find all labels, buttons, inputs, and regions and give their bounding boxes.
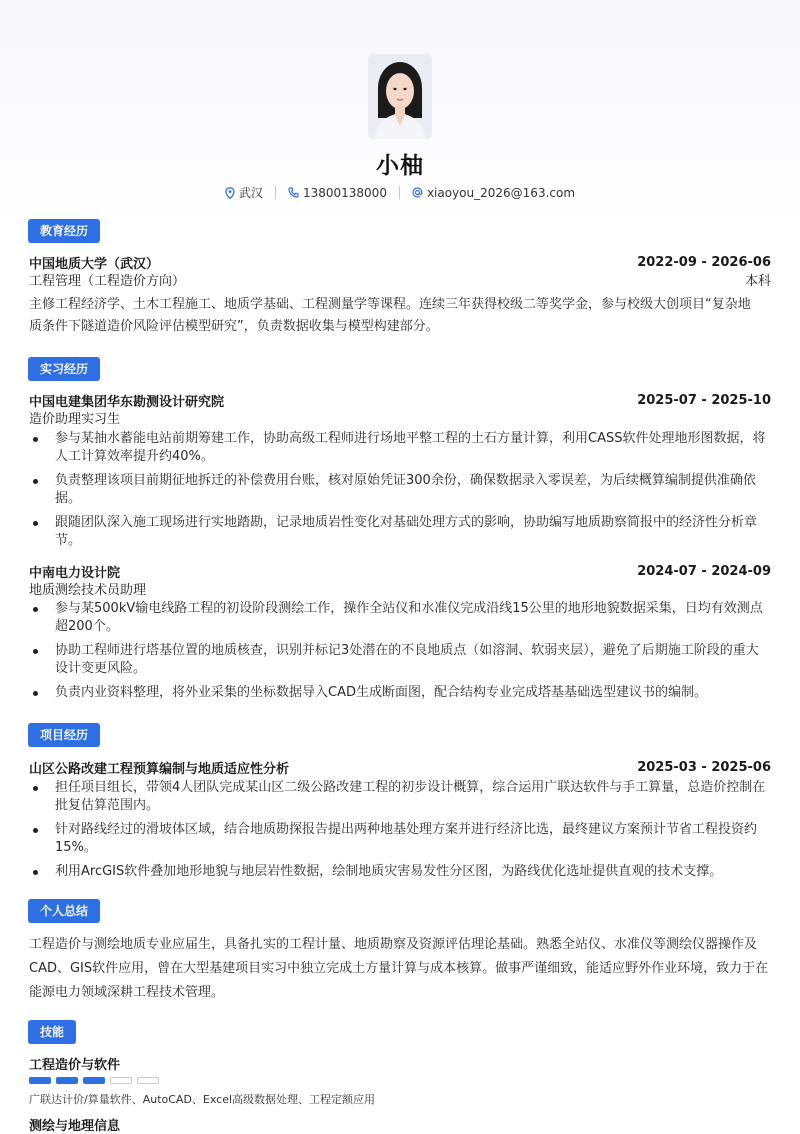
contact-phone <box>288 186 387 200</box>
summary-line: CAD、GIS软件应用，曾在大型基建项目实习中独立完成土方量计算与成本核算。做事严谨细致，能适应野外作业环境，致力于在 <box>29 961 769 976</box>
list-item: 针对路线经过的滑坡体区域，结合地质勘探报告提出两种地基处理方案并进行经济比选，最终建议方案预计节省工程投资约15%。 <box>29 821 771 857</box>
project-header-row <box>29 758 771 777</box>
contact-divider <box>399 186 400 199</box>
education-sub-row <box>29 270 771 289</box>
contact-email[interactable] <box>412 186 575 200</box>
company-name: 中南电力设计院 <box>29 566 121 581</box>
job-role-row <box>29 579 771 598</box>
major-name: 工程管理（工程造价方向） <box>29 274 186 289</box>
summary-line: 能源电力领域深耕工程技术管理。 <box>29 985 225 1000</box>
list-item: 负责整理该项目前期征地拆迁的补偿费用台账，核对原始凭证300余份，确保数据录入零误差，为后续概算编制提供准确依据。 <box>29 472 771 508</box>
project-bullet-list <box>29 779 771 887</box>
skill-name: 测绘与地理信息 <box>29 1119 121 1134</box>
project-period: 2025-03 - 2025-06 <box>637 760 771 775</box>
contact-divider <box>275 186 276 199</box>
section-tag-education: 教育经历 <box>28 219 100 243</box>
education-description-line: 质条件下隧道造价风险评估模型研究”，负责数据收集与模型构建部分。 <box>29 319 439 334</box>
skill-level-segment <box>137 1077 159 1084</box>
degree-level: 本科 <box>744 274 771 289</box>
project-name: 山区公路改建工程预算编制与地质适应性分析 <box>29 762 290 777</box>
list-item: 参与某500kV输电线路工程的初设阶段测绘工作，操作全站仪和水准仪完成沿线15公里的地形地貌数据采集，日均有效测点超200个。 <box>29 600 771 636</box>
skill-title-row <box>29 1054 771 1073</box>
skill-name: 工程造价与软件 <box>29 1058 121 1073</box>
skill-level-segment <box>110 1077 132 1084</box>
at-sign-icon <box>412 187 423 198</box>
list-item: 利用ArcGIS软件叠加地形地貌与地层岩性数据，绘制地质灾害易发性分区图，为路线优化选址提供直观的技术支撑。 <box>29 863 771 881</box>
phone-text: 13800138000 <box>302 185 387 200</box>
list-item: 担任项目组长，带领4人团队完成某山区二级公路改建工程的初步设计概算，综合运用广联达软件与手工算量，总造价控制在批复估算范围内。 <box>29 779 771 815</box>
location-pin-icon <box>225 187 235 199</box>
location-text: 武汉 <box>238 186 263 200</box>
job-role: 地质测绘技术员助理 <box>29 583 147 598</box>
education-period: 2022-09 - 2026-06 <box>637 255 771 270</box>
job-role: 造价助理实习生 <box>29 412 121 427</box>
summary-text <box>29 933 769 1005</box>
education-description-line: 主修工程经济学、土木工程施工、地质学基础、工程测量学等课程。连续三年获得校级二等奖学金，参与校级大创项目“复杂地 <box>29 297 751 312</box>
school-name: 中国地质大学（武汉） <box>29 257 160 272</box>
education-description <box>29 294 769 338</box>
list-item: 负责内业资料整理，将外业采集的坐标数据导入CAD生成断面图，配合结构专业完成塔基基础选型建议书的编制。 <box>29 684 771 702</box>
email-text[interactable]: xiaoyou_2026@163.com <box>426 185 576 200</box>
contact-bar <box>0 184 800 201</box>
avatar <box>368 54 432 139</box>
list-item: 协助工程师进行塔基位置的地质核查，识别并标记3处潜在的不良地质点（如溶洞、软弱夹层），避免了后期施工阶段的重大设计变更风险。 <box>29 642 771 678</box>
skill-detail: 广联达计价/算量软件、AutoCAD、Excel高级数据处理、工程定额应用 <box>29 1093 376 1106</box>
section-tag-project: 项目经历 <box>28 723 100 747</box>
section-tag-summary: 个人总结 <box>28 899 100 923</box>
contact-location <box>225 184 263 201</box>
skill-level-segment <box>56 1077 78 1084</box>
job-bullet-list <box>29 430 771 556</box>
job-bullet-list <box>29 600 771 708</box>
company-name: 中国电建集团华东勘测设计研究院 <box>29 395 225 410</box>
avatar-photo <box>368 54 432 139</box>
list-item: 参与某抽水蓄能电站前期筹建工作，协助高级工程师进行场地平整工程的土石方量计算，利用CASS软件处理地形图数据，将人工计算效率提升约40%。 <box>29 430 771 466</box>
job-period: 2025-07 - 2025-10 <box>637 393 771 408</box>
section-tag-skills: 技能 <box>28 1020 76 1044</box>
summary-line: 工程造价与测绘地质专业应届生，具备扎实的工程计量、地质勘察及资源评估理论基础。熟悉全站仪、水准仪等测绘仪器操作及 <box>29 937 758 952</box>
skill-level-bar <box>29 1077 159 1084</box>
job-period: 2024-07 - 2024-09 <box>637 564 771 579</box>
skill-level-segment <box>29 1077 51 1084</box>
list-item: 跟随团队深入施工现场进行实地踏勘，记录地质岩性变化对基础处理方式的影响，协助编写地质勘察简报中的经济性分析章节。 <box>29 514 771 550</box>
job-role-row <box>29 408 771 427</box>
candidate-name: 小柚 <box>376 153 424 179</box>
skill-title-row <box>29 1115 771 1134</box>
section-tag-internship: 实习经历 <box>28 357 100 381</box>
phone-icon <box>288 187 299 198</box>
skill-level-segment <box>83 1077 105 1084</box>
